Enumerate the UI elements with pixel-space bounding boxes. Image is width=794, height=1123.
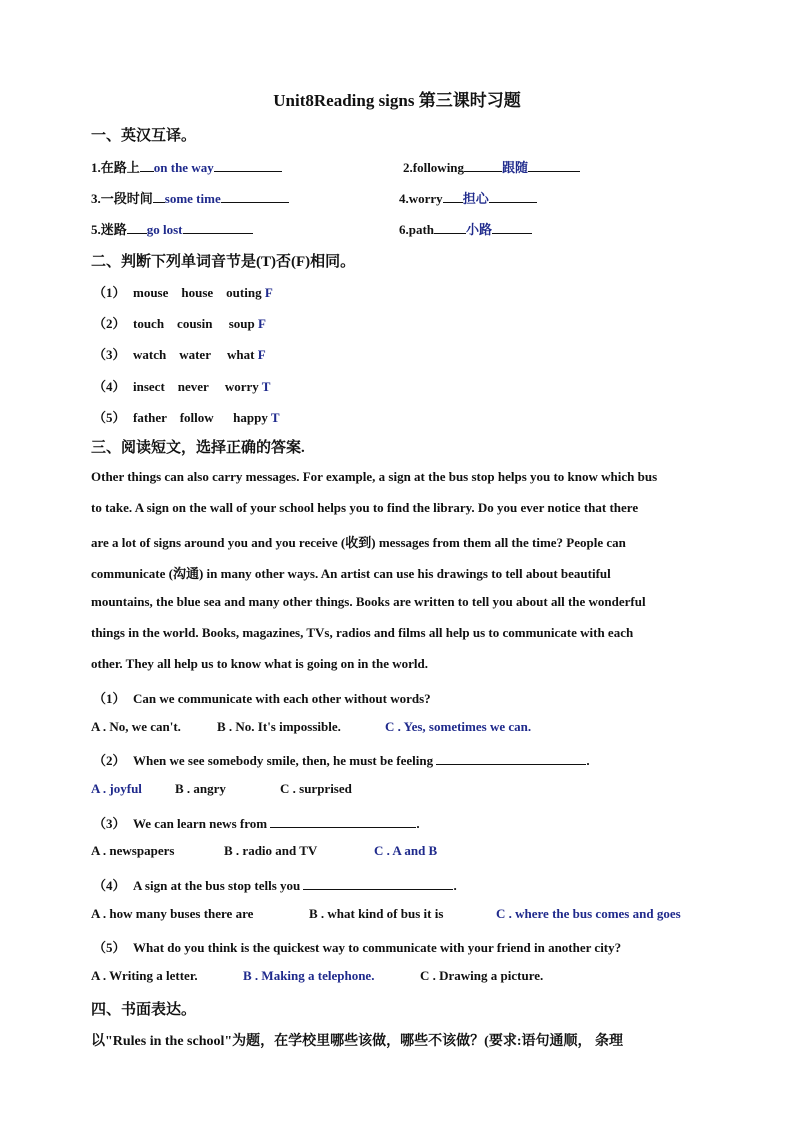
section4-heading: 四、书面表达。 (91, 1002, 197, 1018)
q1-option-c: C . Yes, sometimes we can. (385, 719, 532, 734)
question-5: （5） What do you think is the quickest way to communicate with your friend in another city? (93, 940, 622, 955)
translation-item-6: 6.path 小路 (399, 219, 532, 238)
page-title: Unit8Reading signs 第三课时习题 (273, 91, 521, 110)
syllable-item-2: （2） touch cousin soup F (93, 316, 266, 331)
syllable-item-1: （1） mouse house outing F (93, 285, 273, 300)
question-2: （2） When we see somebody smile, then, he must be feeling . (93, 753, 590, 768)
q4-option-b: B . what kind of bus it is (309, 906, 444, 921)
question-1: （1） Can we communicate with each other without words? (93, 691, 431, 706)
section3-heading: 三、阅读短文，选择正确的答案. (91, 440, 305, 456)
writing-prompt: 以"Rules in the school"为题，在学校里哪些该做，哪些不该做？(要求:语句通顺， 条理 (91, 1034, 623, 1049)
passage-line: to take. A sign on the wall of your school helps you to find the library. Do you ever notice that there (91, 500, 639, 515)
q2-option-b: B . angry (175, 781, 226, 796)
passage-line: mountains, the blue sea and many other things. Books are written to tell you about all the wonderful (91, 594, 646, 609)
question-4: （4） A sign at the bus stop tells you . (93, 878, 457, 893)
q3-option-b: B . radio and TV (224, 843, 318, 858)
passage-line: are a lot of signs around you and you receive (收到) messages from them all the time? People can (91, 535, 626, 550)
translation-item-3: 3.一段时间 some time (91, 188, 289, 207)
q4-option-a: A . how many buses there are (91, 906, 254, 921)
translation-item-5: 5.迷路 go lost (91, 219, 253, 238)
question-3: （3） We can learn news from . (93, 816, 420, 831)
syllable-item-3: （3） watch water what F (93, 347, 266, 362)
q5-option-b: B . Making a telephone. (243, 968, 375, 983)
section2-heading: 二、判断下列单词音节是(T)否(F)相同。 (91, 254, 356, 270)
translation-item-4: 4.worry 担心 (399, 188, 537, 207)
q5-option-a: A . Writing a letter. (91, 968, 198, 983)
q3-option-c: C . A and B (374, 843, 438, 858)
passage-line: other. They all help us to know what is going on in the world. (91, 656, 428, 671)
translation-item-1: 1.在路上 on the way (91, 157, 282, 176)
q2-option-a: A . joyful (91, 781, 142, 796)
q3-option-a: A . newspapers (91, 843, 175, 858)
translation-item-2: 2.following 跟随 (403, 157, 580, 176)
q4-option-c: C . where the bus comes and goes (496, 906, 681, 921)
q2-option-c: C . surprised (280, 781, 352, 796)
passage-line: communicate (沟通) in many other ways. An artist can use his drawings to tell about beautiful (91, 566, 611, 581)
syllable-item-4: （4） insect never worry T (93, 379, 271, 394)
q1-option-a: A . No, we can't. (91, 719, 181, 734)
section1-heading: 一、英汉互译。 (91, 128, 197, 144)
passage-line: Other things can also carry messages. For example, a sign at the bus stop helps you to know which bus (91, 469, 658, 484)
q5-option-c: C . Drawing a picture. (420, 968, 544, 983)
passage-line: things in the world. Books, magazines, TVs, radios and films all help us to communicate with each (91, 625, 634, 640)
syllable-item-5: （5） father follow happy T (93, 410, 280, 425)
q1-option-b: B . No. It's impossible. (217, 719, 341, 734)
